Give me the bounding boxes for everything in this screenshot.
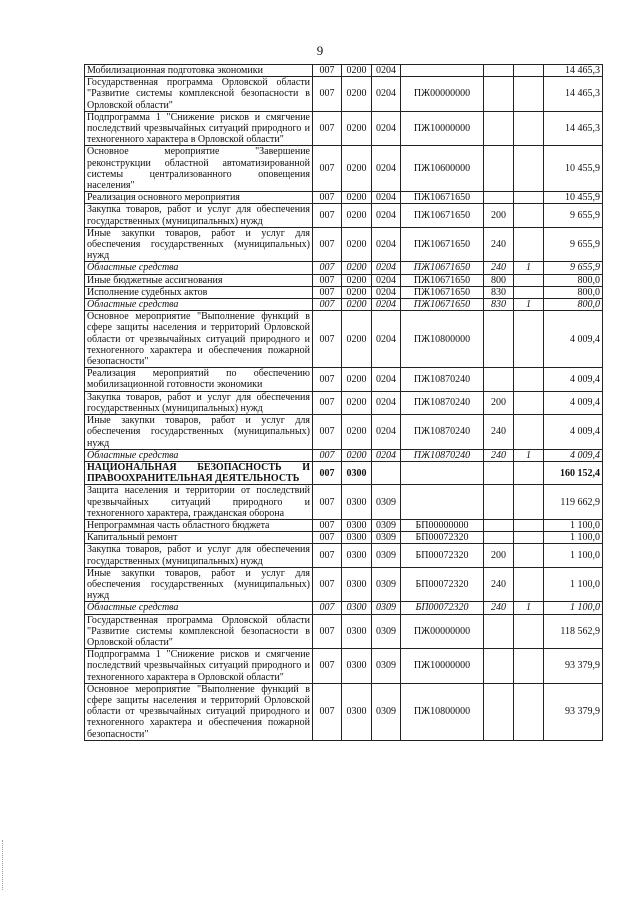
table-row bbox=[85, 311, 603, 368]
amount: 800,0 bbox=[544, 274, 603, 286]
funding-source-code bbox=[514, 532, 544, 544]
table-row bbox=[85, 262, 603, 274]
section-code: 0200 bbox=[342, 368, 372, 391]
page-number: 9 bbox=[316, 43, 324, 58]
ministry-code: 007 bbox=[313, 286, 342, 298]
amount: 1 100,0 bbox=[544, 544, 603, 567]
subsection-code: 0204 bbox=[372, 391, 401, 414]
section-code: 0200 bbox=[342, 227, 372, 262]
row-name: Закупка товаров, работ и услуг для обеспечения государственных (муниципальных) нужд bbox=[85, 204, 313, 227]
table-row bbox=[85, 77, 603, 112]
row-name: Основное мероприятие "Завершение реконструкции областной автоматизированной системы централизованного оповещения населения" bbox=[85, 146, 313, 192]
target-article-code: ПЖ10671650 bbox=[401, 204, 484, 227]
ministry-code: 007 bbox=[313, 649, 342, 684]
target-article-code: ПЖ10671650 bbox=[401, 192, 484, 204]
funding-source-code bbox=[514, 649, 544, 684]
table-row bbox=[85, 519, 603, 531]
ministry-code: 007 bbox=[313, 192, 342, 204]
expense-type-code bbox=[484, 532, 514, 544]
subsection-code: 0204 bbox=[372, 286, 401, 298]
row-name: Реализация мероприятий по обеспечению мобилизационной готовности экономики bbox=[85, 368, 313, 391]
section-code: 0300 bbox=[342, 544, 372, 567]
section-code: 0200 bbox=[342, 192, 372, 204]
ministry-code: 007 bbox=[313, 567, 342, 602]
row-name: Исполнение судебных актов bbox=[85, 286, 313, 298]
funding-source-code bbox=[514, 567, 544, 602]
table-row bbox=[85, 286, 603, 298]
table-row bbox=[85, 461, 603, 484]
row-name: Областные средства bbox=[85, 602, 313, 614]
funding-source-code bbox=[514, 77, 544, 112]
target-article-code: ПЖ10870240 bbox=[401, 391, 484, 414]
target-article-code: БП00000000 bbox=[401, 519, 484, 531]
section-code: 0200 bbox=[342, 146, 372, 192]
table-row bbox=[85, 299, 603, 311]
amount: 160 152,4 bbox=[544, 461, 603, 484]
expense-type-code bbox=[484, 485, 514, 520]
table-row bbox=[85, 683, 603, 740]
ministry-code: 007 bbox=[313, 204, 342, 227]
subsection-code: 0204 bbox=[372, 77, 401, 112]
funding-source-code bbox=[514, 368, 544, 391]
subsection-code: 0309 bbox=[372, 602, 401, 614]
section-code: 0200 bbox=[342, 274, 372, 286]
row-name: Мобилизационная подготовка экономики bbox=[85, 65, 313, 77]
row-name: Защита населения и территории от последствий чрезвычайных ситуаций природного и техногенного характера, гражданская оборона bbox=[85, 485, 313, 520]
funding-source-code: 1 bbox=[514, 602, 544, 614]
row-name: Областные средства bbox=[85, 449, 313, 461]
expense-type-code: 830 bbox=[484, 299, 514, 311]
section-code: 0200 bbox=[342, 65, 372, 77]
table-row bbox=[85, 146, 603, 192]
table-row bbox=[85, 415, 603, 450]
ministry-code: 007 bbox=[313, 461, 342, 484]
funding-source-code bbox=[514, 415, 544, 450]
section-code: 0200 bbox=[342, 77, 372, 112]
amount: 93 379,9 bbox=[544, 649, 603, 684]
ministry-code: 007 bbox=[313, 602, 342, 614]
row-name: Государственная программа Орловской области "Развитие системы комплексной безопасности в Орловской области" bbox=[85, 77, 313, 112]
subsection-code: 0204 bbox=[372, 449, 401, 461]
row-name: Непрограммная часть областного бюджета bbox=[85, 519, 313, 531]
amount: 1 100,0 bbox=[544, 602, 603, 614]
funding-source-code bbox=[514, 311, 544, 368]
ministry-code: 007 bbox=[313, 415, 342, 450]
amount: 4 009,4 bbox=[544, 391, 603, 414]
amount: 9 655,9 bbox=[544, 227, 603, 262]
subsection-code: 0204 bbox=[372, 274, 401, 286]
target-article-code bbox=[401, 461, 484, 484]
funding-source-code bbox=[514, 544, 544, 567]
row-name: Областные средства bbox=[85, 299, 313, 311]
expense-type-code: 240 bbox=[484, 567, 514, 602]
ministry-code: 007 bbox=[313, 683, 342, 740]
funding-source-code bbox=[514, 614, 544, 649]
section-code: 0200 bbox=[342, 262, 372, 274]
section-code: 0200 bbox=[342, 299, 372, 311]
ministry-code: 007 bbox=[313, 77, 342, 112]
expense-type-code: 800 bbox=[484, 274, 514, 286]
amount: 14 465,3 bbox=[544, 111, 603, 146]
expense-type-code bbox=[484, 614, 514, 649]
table-row bbox=[85, 614, 603, 649]
subsection-code: 0309 bbox=[372, 649, 401, 684]
funding-source-code bbox=[514, 146, 544, 192]
amount: 9 655,9 bbox=[544, 204, 603, 227]
target-article-code: БП00072320 bbox=[401, 602, 484, 614]
ministry-code: 007 bbox=[313, 544, 342, 567]
funding-source-code bbox=[514, 286, 544, 298]
section-code: 0200 bbox=[342, 311, 372, 368]
expense-type-code: 240 bbox=[484, 227, 514, 262]
row-name: Государственная программа Орловской области "Развитие системы комплексной безопасности в Орловской области" bbox=[85, 614, 313, 649]
ministry-code: 007 bbox=[313, 299, 342, 311]
target-article-code: ПЖ10671650 bbox=[401, 274, 484, 286]
target-article-code: БП00072320 bbox=[401, 567, 484, 602]
subsection-code: 0204 bbox=[372, 311, 401, 368]
ministry-code: 007 bbox=[313, 449, 342, 461]
funding-source-code bbox=[514, 204, 544, 227]
target-article-code: ПЖ10870240 bbox=[401, 415, 484, 450]
table-row bbox=[85, 649, 603, 684]
table-row bbox=[85, 449, 603, 461]
amount: 119 662,9 bbox=[544, 485, 603, 520]
ministry-code: 007 bbox=[313, 391, 342, 414]
row-name: Подпрограмма 1 "Снижение рисков и смягчение последствий чрезвычайных ситуаций природного и техногенного характера в Орловской области" bbox=[85, 649, 313, 684]
row-name: НАЦИОНАЛЬНАЯ БЕЗОПАСНОСТЬ И ПРАВООХРАНИТЕЛЬНАЯ ДЕЯТЕЛЬНОСТЬ bbox=[85, 461, 313, 484]
margin-mark bbox=[2, 840, 9, 890]
table-row bbox=[85, 391, 603, 414]
expense-type-code: 240 bbox=[484, 602, 514, 614]
subsection-code: 0309 bbox=[372, 683, 401, 740]
subsection-code: 0204 bbox=[372, 204, 401, 227]
subsection-code: 0204 bbox=[372, 415, 401, 450]
target-article-code: ПЖ00000000 bbox=[401, 614, 484, 649]
expense-type-code bbox=[484, 368, 514, 391]
row-name: Иные закупки товаров, работ и услуг для обеспечения государственных (муниципальных) нужд bbox=[85, 227, 313, 262]
table-row bbox=[85, 567, 603, 602]
expense-type-code: 240 bbox=[484, 415, 514, 450]
amount: 4 009,4 bbox=[544, 311, 603, 368]
ministry-code: 007 bbox=[313, 65, 342, 77]
table-row bbox=[85, 65, 603, 77]
target-article-code: БП00072320 bbox=[401, 544, 484, 567]
expense-type-code: 200 bbox=[484, 544, 514, 567]
row-name: Основное мероприятие "Выполнение функций в сфере защиты населения и территорий Орловской области от чрезвычайных ситуаций природного и техногенного характера и обеспечения пожарной безопасности" bbox=[85, 311, 313, 368]
target-article-code: ПЖ10600000 bbox=[401, 146, 484, 192]
target-article-code bbox=[401, 485, 484, 520]
funding-source-code bbox=[514, 391, 544, 414]
target-article-code: ПЖ10671650 bbox=[401, 299, 484, 311]
subsection-code bbox=[372, 461, 401, 484]
table-row bbox=[85, 485, 603, 520]
amount: 9 655,9 bbox=[544, 262, 603, 274]
section-code: 0200 bbox=[342, 286, 372, 298]
section-code: 0300 bbox=[342, 519, 372, 531]
section-code: 0300 bbox=[342, 683, 372, 740]
table-row bbox=[85, 192, 603, 204]
funding-source-code: 1 bbox=[514, 299, 544, 311]
row-name: Капитальный ремонт bbox=[85, 532, 313, 544]
target-article-code: ПЖ10671650 bbox=[401, 227, 484, 262]
ministry-code: 007 bbox=[313, 146, 342, 192]
expense-type-code: 830 bbox=[484, 286, 514, 298]
subsection-code: 0204 bbox=[372, 111, 401, 146]
funding-source-code bbox=[514, 683, 544, 740]
amount: 4 009,4 bbox=[544, 415, 603, 450]
amount: 14 465,3 bbox=[544, 77, 603, 112]
subsection-code: 0309 bbox=[372, 519, 401, 531]
row-name: Подпрограмма 1 "Снижение рисков и смягчение последствий чрезвычайных ситуаций природного и техногенного характера в Орловской области" bbox=[85, 111, 313, 146]
section-code: 0300 bbox=[342, 532, 372, 544]
table-row bbox=[85, 274, 603, 286]
funding-source-code: 1 bbox=[514, 449, 544, 461]
row-name: Закупка товаров, работ и услуг для обеспечения государственных (муниципальных) нужд bbox=[85, 391, 313, 414]
table-row bbox=[85, 532, 603, 544]
amount: 10 455,9 bbox=[544, 146, 603, 192]
amount: 10 455,9 bbox=[544, 192, 603, 204]
subsection-code: 0204 bbox=[372, 65, 401, 77]
ministry-code: 007 bbox=[313, 485, 342, 520]
subsection-code: 0204 bbox=[372, 262, 401, 274]
ministry-code: 007 bbox=[313, 111, 342, 146]
section-code: 0300 bbox=[342, 649, 372, 684]
table-row bbox=[85, 368, 603, 391]
target-article-code: БП00072320 bbox=[401, 532, 484, 544]
amount: 1 100,0 bbox=[544, 532, 603, 544]
subsection-code: 0204 bbox=[372, 299, 401, 311]
target-article-code: ПЖ10800000 bbox=[401, 683, 484, 740]
amount: 14 465,3 bbox=[544, 65, 603, 77]
funding-source-code bbox=[514, 227, 544, 262]
funding-source-code bbox=[514, 111, 544, 146]
expense-type-code: 200 bbox=[484, 391, 514, 414]
section-code: 0200 bbox=[342, 204, 372, 227]
amount: 118 562,9 bbox=[544, 614, 603, 649]
target-article-code: ПЖ10000000 bbox=[401, 649, 484, 684]
section-code: 0300 bbox=[342, 614, 372, 649]
funding-source-code bbox=[514, 65, 544, 77]
row-name: Реализация основного мероприятия bbox=[85, 192, 313, 204]
row-name: Иные закупки товаров, работ и услуг для обеспечения государственных (муниципальных) нужд bbox=[85, 567, 313, 602]
target-article-code: ПЖ10671650 bbox=[401, 262, 484, 274]
subsection-code: 0204 bbox=[372, 227, 401, 262]
subsection-code: 0204 bbox=[372, 146, 401, 192]
ministry-code: 007 bbox=[313, 532, 342, 544]
ministry-code: 007 bbox=[313, 614, 342, 649]
subsection-code: 0309 bbox=[372, 544, 401, 567]
target-article-code bbox=[401, 65, 484, 77]
funding-source-code bbox=[514, 519, 544, 531]
target-article-code: ПЖ10671650 bbox=[401, 286, 484, 298]
subsection-code: 0204 bbox=[372, 192, 401, 204]
table-row bbox=[85, 111, 603, 146]
target-article-code: ПЖ10870240 bbox=[401, 368, 484, 391]
row-name: Областные средства bbox=[85, 262, 313, 274]
ministry-code: 007 bbox=[313, 227, 342, 262]
expense-type-code bbox=[484, 111, 514, 146]
expense-type-code: 200 bbox=[484, 204, 514, 227]
expense-type-code bbox=[484, 311, 514, 368]
table-row bbox=[85, 544, 603, 567]
section-code: 0300 bbox=[342, 567, 372, 602]
funding-source-code bbox=[514, 461, 544, 484]
budget-table-body bbox=[85, 65, 603, 741]
amount: 1 100,0 bbox=[544, 567, 603, 602]
target-article-code: ПЖ10800000 bbox=[401, 311, 484, 368]
subsection-code: 0309 bbox=[372, 614, 401, 649]
expense-type-code bbox=[484, 192, 514, 204]
ministry-code: 007 bbox=[313, 519, 342, 531]
amount: 800,0 bbox=[544, 286, 603, 298]
section-code: 0300 bbox=[342, 602, 372, 614]
funding-source-code bbox=[514, 192, 544, 204]
table-row bbox=[85, 204, 603, 227]
ministry-code: 007 bbox=[313, 368, 342, 391]
row-name: Иные закупки товаров, работ и услуг для обеспечения государственных (муниципальных) нужд bbox=[85, 415, 313, 450]
expense-type-code bbox=[484, 649, 514, 684]
amount: 93 379,9 bbox=[544, 683, 603, 740]
expense-type-code bbox=[484, 519, 514, 531]
row-name: Основное мероприятие "Выполнение функций в сфере защиты населения и территорий Орловской области от чрезвычайных ситуаций природного и техногенного характера и обеспечения пожарной безопасности" bbox=[85, 683, 313, 740]
section-code: 0200 bbox=[342, 449, 372, 461]
subsection-code: 0309 bbox=[372, 485, 401, 520]
funding-source-code bbox=[514, 274, 544, 286]
funding-source-code bbox=[514, 485, 544, 520]
ministry-code: 007 bbox=[313, 311, 342, 368]
expense-type-code: 240 bbox=[484, 449, 514, 461]
expense-type-code bbox=[484, 77, 514, 112]
section-code: 0200 bbox=[342, 111, 372, 146]
row-name: Закупка товаров, работ и услуг для обеспечения государственных (муниципальных) нужд bbox=[85, 544, 313, 567]
section-code: 0300 bbox=[342, 461, 372, 484]
section-code: 0200 bbox=[342, 391, 372, 414]
target-article-code: ПЖ00000000 bbox=[401, 77, 484, 112]
table-row bbox=[85, 227, 603, 262]
ministry-code: 007 bbox=[313, 262, 342, 274]
budget-table bbox=[84, 64, 603, 741]
target-article-code: ПЖ10870240 bbox=[401, 449, 484, 461]
funding-source-code: 1 bbox=[514, 262, 544, 274]
amount: 4 009,4 bbox=[544, 368, 603, 391]
section-code: 0200 bbox=[342, 415, 372, 450]
ministry-code: 007 bbox=[313, 274, 342, 286]
amount: 4 009,4 bbox=[544, 449, 603, 461]
subsection-code: 0309 bbox=[372, 567, 401, 602]
expense-type-code bbox=[484, 461, 514, 484]
expense-type-code bbox=[484, 146, 514, 192]
expense-type-code: 240 bbox=[484, 262, 514, 274]
row-name: Иные бюджетные ассигнования bbox=[85, 274, 313, 286]
expense-type-code bbox=[484, 683, 514, 740]
amount: 1 100,0 bbox=[544, 519, 603, 531]
amount: 800,0 bbox=[544, 299, 603, 311]
target-article-code: ПЖ10000000 bbox=[401, 111, 484, 146]
section-code: 0300 bbox=[342, 485, 372, 520]
subsection-code: 0309 bbox=[372, 532, 401, 544]
table-row bbox=[85, 602, 603, 614]
subsection-code: 0204 bbox=[372, 368, 401, 391]
expense-type-code bbox=[484, 65, 514, 77]
